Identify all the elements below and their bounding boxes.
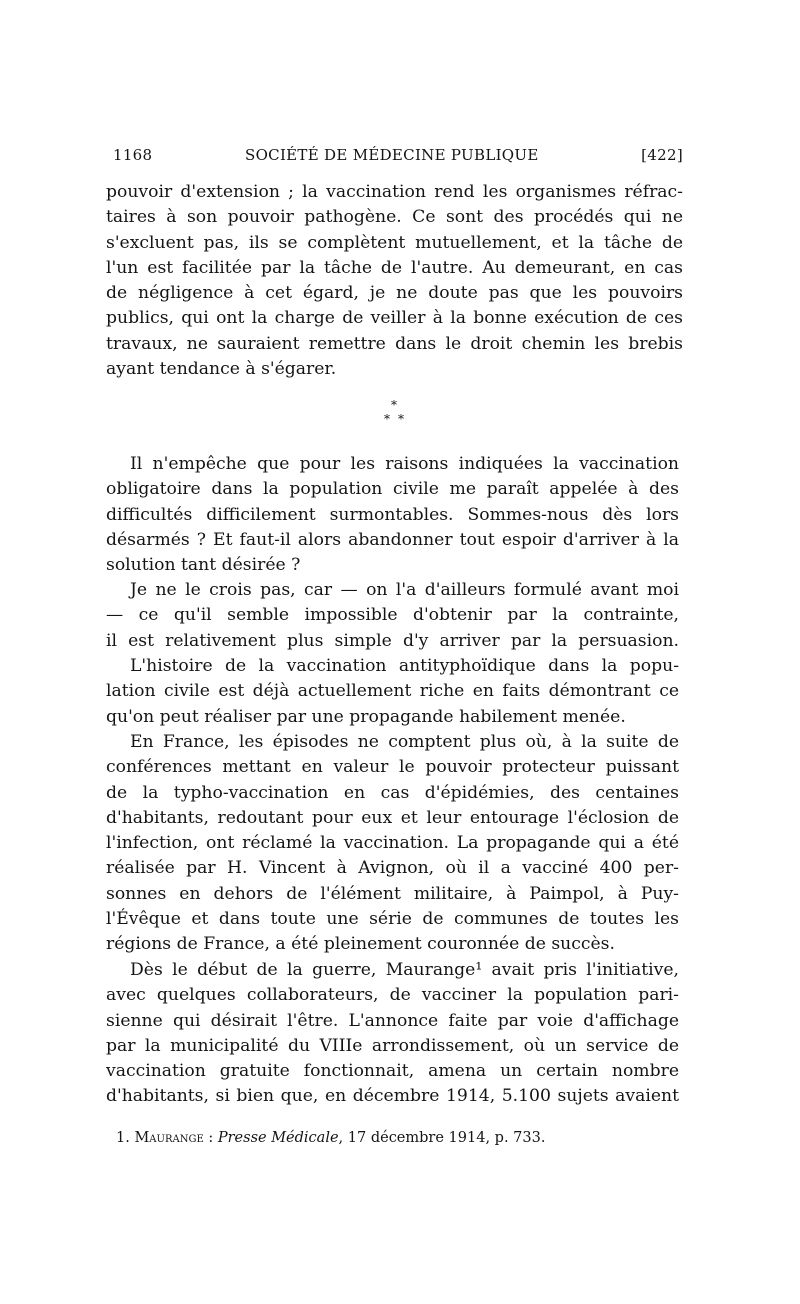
footnote-separator: : — [203, 1130, 218, 1146]
text-line: difficultés difficilement surmontables. Sommes-nous dès lors — [106, 504, 679, 525]
text-line: l'Évêque et dans toute une série de communes de toutes les — [106, 909, 679, 930]
text-line: s'excluent pas, ils se complètent mutuellement, et la tâche de — [106, 232, 683, 253]
text-line: régions de France, a été pleinement couronnée de succès. — [106, 934, 615, 955]
asterism-separator — [377, 398, 411, 428]
paragraph-2 — [106, 452, 679, 578]
text-line: publics, qui ont la charge de veiller à la bonne exécution de ces — [106, 308, 683, 329]
text-line: de la typho-vaccination en cas d'épidémies, des centaines — [106, 782, 679, 803]
text-line: Je ne le crois pas, car — on l'a d'ailleurs formulé avant moi — [130, 580, 679, 600]
text-line: En France, les épisodes ne comptent plus où, à la suite de — [130, 732, 679, 752]
page-number: 1168 — [113, 146, 153, 164]
paragraph-6 — [106, 958, 679, 1110]
text-line: avec quelques collaborateurs, de vacciner la population pari- — [106, 985, 679, 1006]
text-line: conférences mettant en valeur le pouvoir protecteur puissant — [106, 757, 679, 778]
footnote-author: Maurange — [134, 1130, 204, 1146]
text-line: taires à son pouvoir pathogène. Ce sont des procédés qui ne — [106, 207, 683, 228]
text-line: pouvoir d'extension ; la vaccination rend les organismes réfrac- — [106, 182, 683, 202]
text-line: travaux, ne sauraient remettre dans le droit chemin les brebis — [106, 333, 683, 354]
text-line: réalisée par H. Vincent à Avignon, où il a vacciné 400 per- — [106, 858, 679, 879]
paragraph-5 — [106, 730, 679, 958]
text-line: désarmés ? Et faut-il alors abandonner tout espoir d'arriver à la — [106, 529, 679, 550]
text-line: — ce qu'il semble impossible d'obtenir par la contrainte, — [106, 605, 679, 626]
paragraph-1 — [106, 180, 683, 382]
text-line: ayant tendance à s'égarer. — [106, 359, 337, 380]
text-line: de négligence à cet égard, je ne doute pas que les pouvoirs — [106, 283, 683, 304]
text-line: il est relativement plus simple d'y arriver par la persuasion. — [106, 630, 679, 651]
text-line: d'habitants, si bien que, en décembre 1914, 5.100 sujets avaient — [106, 1086, 679, 1107]
text-line: par la municipalité du VIIIe arrondissement, où un service de — [106, 1035, 679, 1056]
footnote-number: 1. — [116, 1130, 130, 1146]
footnote-details: , 17 décembre 1914, p. 733. — [338, 1130, 546, 1146]
text-line: sienne qui désirait l'être. L'annonce faite par voie d'affichage — [106, 1010, 679, 1031]
text-line: lation civile est déjà actuellement riche en faits démontrant ce — [106, 681, 679, 702]
text-line: sonnes en dehors de l'élément militaire, à Paimpol, à Puy- — [106, 883, 679, 904]
text-line: l'un est facilitée par la tâche de l'autre. Au demeurant, en cas — [106, 257, 683, 278]
running-title: SOCIÉTÉ DE MÉDECINE PUBLIQUE — [245, 146, 539, 164]
text-line: solution tant désirée ? — [106, 555, 301, 576]
paragraph-3 — [106, 578, 679, 654]
text-line: Dès le début de la guerre, Maurange¹ avait pris l'initiative, — [130, 960, 679, 980]
text-line: l'infection, ont réclamé la vaccination. La propagande qui a été — [106, 833, 679, 854]
text-line: obligatoire dans la population civile me paraît appelée à des — [106, 479, 679, 500]
text-line: qu'on peut réaliser par une propagande habilement menée. — [106, 706, 626, 727]
footnote-journal: Presse Médicale — [217, 1130, 339, 1146]
text-line: Il n'empêche que pour les raisons indiquées la vaccination — [130, 454, 679, 474]
asterism-star: * — [391, 398, 397, 412]
paragraph-4 — [106, 654, 679, 730]
text-line: vaccination gratuite fonctionnait, amena un certain nombre — [106, 1061, 679, 1082]
footnote — [116, 1128, 676, 1148]
asterism-star: * — [398, 412, 404, 426]
bracket-reference: [422] — [641, 146, 683, 164]
asterism-star: * — [384, 412, 390, 426]
text-line: d'habitants, redoutant pour eux et leur entourage l'éclosion de — [106, 807, 679, 828]
text-line: L'histoire de la vaccination antityphoïdique dans la popu- — [130, 656, 679, 676]
